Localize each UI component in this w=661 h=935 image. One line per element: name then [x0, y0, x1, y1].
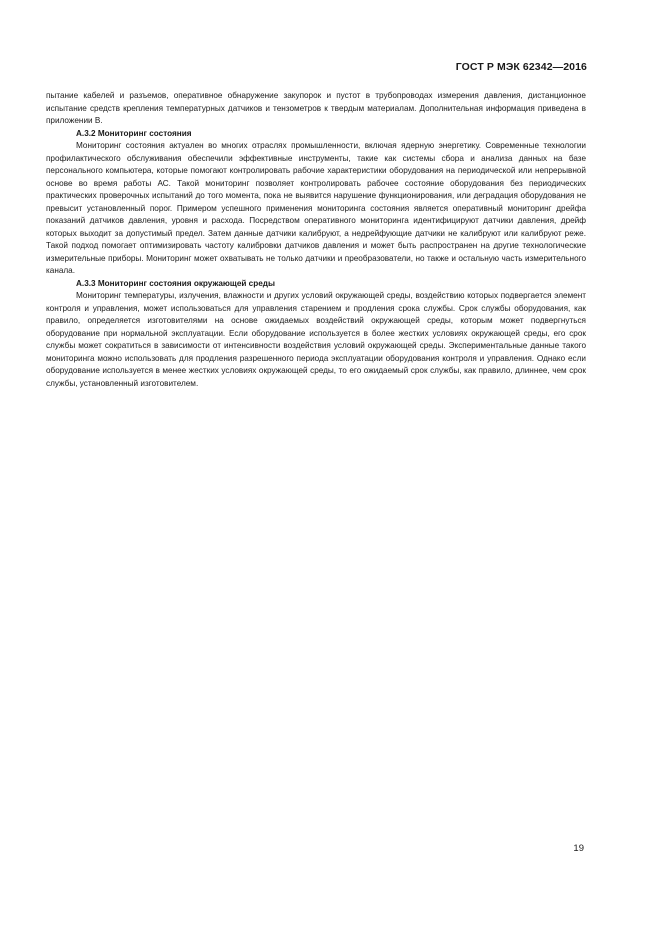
section-paragraph-a32: Мониторинг состояния актуален во многих отраслях промышленности, включая ядерную энергетику. Современные технологии профилактического обслуживания обеспечили эффективные инструменты, такие как системы сбора и анализа данных на базе персонального компьютера, которые помогают контролировать рабочие характеристики оборудования на периодической или непрерывной основе во время работы АС. Такой мониторинг позволяет контролировать рабочее состояние оборудования без периодических практических проверочных испытаний до того момента, пока не выявится нарушение функционирования, или деградация оборудования не превысит установленный порог. Примером успешного применения мониторинга состояния является оперативный мониторинг дрейфа показаний датчиков давления, уровня и расхода. Посредством оперативного мониторинга идентифицируют датчики давления, дрейф которых выходит за допустимый предел. Затем данные датчики калибруют, а недрейфующие датчики не калибруют или калибруют реже. Такой подход помогает оптимизировать частоту калибровки датчиков давления и может быть распространен на другие технологические измерительные приборы. Мониторинг может охватывать не только датчики и преобразователи, но также и остальную часть измерительного канала. [46, 141, 586, 275]
page-body [46, 90, 586, 390]
page-number: 19 [573, 843, 584, 854]
intro-paragraph: пытание кабелей и разъемов, оперативное обнаружение закупорок и пустот в трубопроводах измерения давления, дистанционное испытание средств крепления температурных датчиков и тензометров к твердым материалам. Дополнительная информация приведена в приложении В. [46, 91, 586, 125]
section-heading-a33: А.3.3 Мониторинг состояния окружающей среды [76, 278, 275, 288]
document-code: ГОСТ Р МЭК 62342—2016 [455, 61, 587, 73]
section-paragraph-a33: Мониторинг температуры, излучения, влажности и других условий окружающей среды, воздействию которых подвергается элемент контроля и управления, может использоваться для управления старением и продления срока службы. Срок службы оборудования, как правило, определяется изготовителями на основе ожидаемых воздействий окружающей среды, которым может подвергнуться оборудование при нормальной эксплуатации. Если оборудование используется в более жестких условиях окружающей среды, его срок службы может сократиться в зависимости от интенсивности воздействия условий окружающей среды. Экспериментальные данные такого мониторинга можно использовать для продления разрешенного периода эксплуатации оборудования контроля и управления. Однако если оборудование используется в менее жестких условиях окружающей среды, то его ожидаемый срок службы, как правило, длиннее, чем срок службы, установленный изготовителем. [46, 291, 586, 388]
section-heading-a32: А.3.2 Мониторинг состояния [76, 128, 192, 138]
